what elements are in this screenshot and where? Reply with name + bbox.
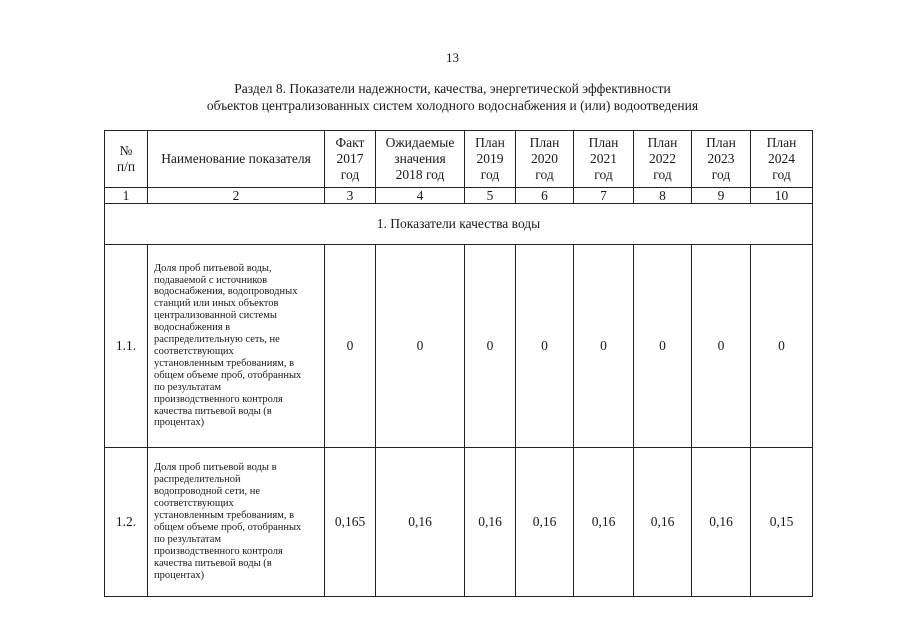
column-number-row [105,188,813,204]
indicator-value: 0 [516,245,574,448]
section-heading: 1. Показатели качества воды [105,204,813,245]
indicator-value: 0 [376,245,465,448]
column-header-line: год [772,167,791,182]
column-header-line: План [706,135,736,150]
indicator-name-line: общем объеме проб, отобранных [154,369,302,381]
column-header-line: год [594,167,613,182]
indicator-value: 0,16 [516,448,574,597]
column-header [751,131,813,188]
column-header-line: 2024 [768,151,795,166]
indicator-name-line: соответствующих [154,498,234,510]
indicator-name-line: общем объеме проб, отобранных [154,522,302,533]
column-header-line: № [119,143,133,158]
indicator-name-line: установленным требованиям, в [154,510,295,522]
column-header-line: 2022 [649,151,676,166]
indicator-name-line: соответствующих [154,346,234,357]
indicator-value: 0 [325,245,376,448]
indicator-name-line: производственного контроля [154,393,283,405]
column-header-line: 2017 [336,151,364,166]
column-header-line: План [647,135,678,150]
column-number: 4 [376,188,465,204]
section-title [0,80,905,114]
indicator-value: 0,16 [692,448,751,597]
indicator-value: 0 [634,245,692,448]
indicator-name-line: по результатам [154,533,222,545]
indicator-value: 0,16 [465,448,516,597]
page-number: 13 [446,50,459,65]
indicator-name-line: Доля проб питьевой воды в [154,462,277,474]
section-title-line-1: Раздел 8. Показатели надежности, качества, энергетической эффективности [234,81,671,96]
indicator-name-line: установленным требованиям, в [154,357,295,369]
indicator-name-line: станций или иных объектов [154,298,279,310]
indicator-value: 0 [692,245,751,448]
indicator-name-line: производственного контроля [154,545,283,557]
indicator-name-line: водоснабжения в [154,322,231,334]
column-header-line: год [653,167,672,182]
indicator-name-line: водопроводной сети, не [154,486,261,498]
section-row [105,204,813,245]
indicator-value: 0,16 [634,448,692,597]
indicator-value: 0,16 [376,448,465,597]
column-number: 5 [465,188,516,204]
column-number: 1 [105,188,148,204]
indicator-name-line: качества питьевой воды (в [154,405,272,417]
column-number: 3 [325,188,376,204]
section-title-line-2: объектов централизованных систем холодного водоснабжения и (или) водоотведения [206,98,699,113]
column-header-line: 2018 год [395,167,445,182]
indicator-name-line: распределительной [154,474,241,486]
column-header-line: План [766,135,797,150]
column-header-line: год [711,167,731,182]
indicator-name-line: Доля проб питьевой воды, [154,262,272,274]
indicators-table [104,130,813,597]
column-header-line: Факт [335,135,365,150]
table-row [105,448,813,597]
column-header [148,131,325,188]
column-number: 9 [692,188,751,204]
column-header-line: 2021 [590,151,617,166]
column-header-line: 2023 [707,151,735,166]
column-header [574,131,634,188]
column-number: 8 [634,188,692,204]
indicator-name-line: подаваемой с источников [154,274,268,286]
column-header-line: значения [394,151,446,166]
column-header-line: Наименование показателя [161,151,311,166]
column-header-line: 2020 [531,151,558,166]
indicator-value: 0 [751,245,813,448]
column-header [465,131,516,188]
indicator-name-line: процентах) [154,417,205,429]
indicator-name-line: качества питьевой воды (в [154,557,272,569]
column-header-line: План [529,135,560,150]
column-header [376,131,465,188]
indicator-name-line: процентах) [154,569,205,581]
column-header [634,131,692,188]
row-index: 1.1. [105,245,148,448]
indicator-name-line: распределительную сеть, не [154,334,280,346]
row-index: 1.2. [105,448,148,597]
column-number: 6 [516,188,574,204]
indicator-value: 0 [465,245,516,448]
column-header [105,131,148,188]
column-number: 7 [574,188,634,204]
indicator-value: 0 [574,245,634,448]
column-header-line: Ожидаемые [385,135,455,150]
column-header [692,131,751,188]
column-header-line: План [475,135,505,150]
indicator-name-line: по результатам [154,381,222,393]
column-header-line: год [535,167,554,182]
column-header-line: год [340,167,360,182]
column-header-line: год [480,167,500,182]
column-header-line: План [588,135,619,150]
indicator-name [148,245,325,448]
indicator-value: 0,15 [751,448,813,597]
column-header [516,131,574,188]
column-header-line: 2019 [476,151,504,166]
column-number: 2 [148,188,325,204]
column-header [325,131,376,188]
indicator-value: 0,16 [574,448,634,597]
indicator-name-line: водоснабжения, водопроводных [154,286,298,298]
column-header-line: п/п [116,159,136,174]
indicator-value: 0,165 [325,448,376,597]
indicator-name-line: централизованной системы [154,310,277,322]
indicator-name [148,448,325,597]
table-row [105,245,813,448]
column-number: 10 [751,188,813,204]
header-row [105,131,813,188]
